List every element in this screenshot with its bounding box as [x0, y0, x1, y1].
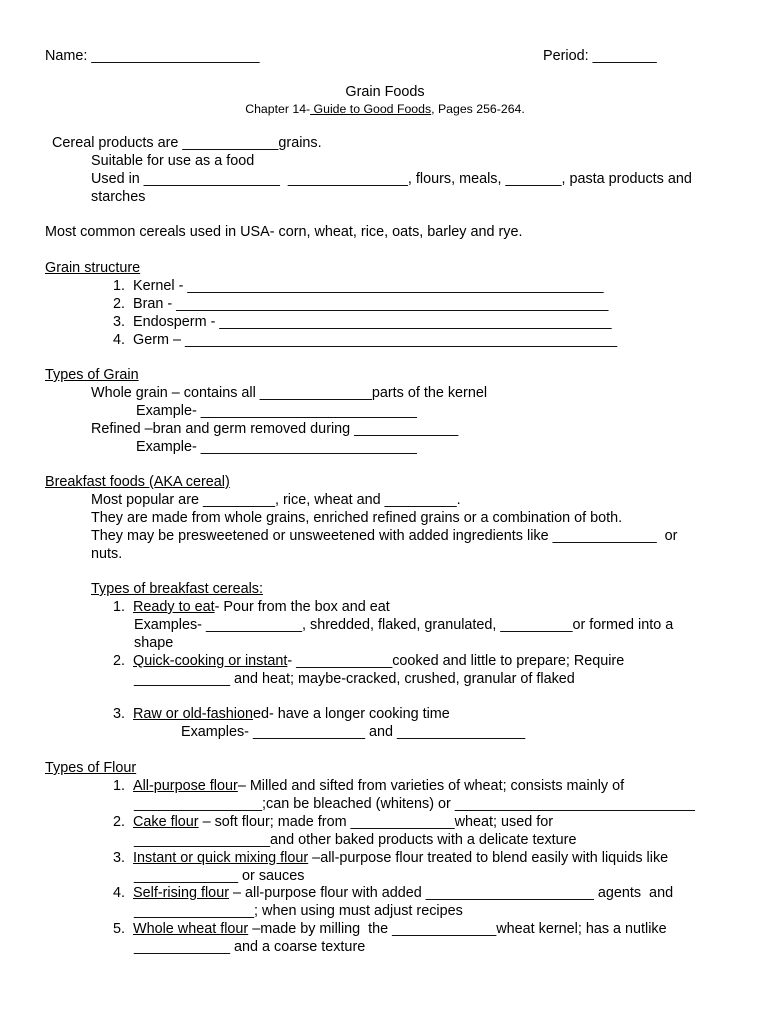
flour-type-item — [113, 920, 667, 938]
types-of-grain-heading: Types of Grain — [45, 367, 139, 383]
item-title: Cake flour — [133, 814, 199, 830]
grain-structure-heading: Grain structure — [45, 260, 141, 276]
breakfast-types-heading: Types of breakfast cereals: — [91, 581, 263, 597]
refined-grain-example-line: Example- ___________________________ — [136, 439, 417, 455]
grain-structure-item: 3. Endosperm - _________________________________________________ — [113, 314, 612, 330]
item-title: Quick-cooking or instant — [133, 653, 288, 669]
item-title: Whole wheat flour — [133, 921, 249, 937]
item-description: –all-purpose flour treated to blend easily with liquids like — [308, 850, 669, 866]
page-subtitle — [0, 100, 770, 118]
flour-type-item — [113, 813, 553, 831]
flour-type-item-continued: _______________; when using must adjust recipes — [134, 903, 463, 919]
breakfast-type-item-continued: ____________ and heat; maybe-cracked, crushed, granular of flaked — [134, 671, 575, 687]
refined-grain-line: Refined –bran and germ removed during _____________ — [91, 421, 459, 437]
subtitle-pages: , Pages 256-264. — [431, 102, 525, 116]
item-description: - Pour from the box and eat — [214, 599, 390, 615]
cereal-suitable-line: Suitable for use as a food — [91, 153, 255, 169]
types-of-flour-heading: Types of Flour — [45, 760, 137, 776]
grain-structure-item: 4. Germ – ______________________________________________________ — [113, 332, 618, 348]
list-number: 3. — [113, 706, 126, 722]
flour-type-item-continued: ________________;can be bleached (whitens) or ______________________________ — [134, 796, 695, 812]
subtitle-chapter: Chapter 14- — [245, 102, 311, 116]
subtitle-book-title: Guide to Good Foods — [310, 102, 432, 116]
whole-grain-example-line: Example- ___________________________ — [136, 403, 417, 419]
item-description: - ____________cooked and little to prepare; Require — [287, 653, 625, 669]
cereal-starches-line: starches — [91, 189, 146, 205]
cereal-products-line: Cereal products are ____________grains. — [52, 135, 322, 151]
item-description: – soft flour; made from _____________wheat; used for — [198, 814, 554, 830]
cereal-used-in-line: Used in _________________ _______________, flours, meals, _______, pasta products and — [91, 171, 692, 187]
breakfast-type-item — [113, 705, 450, 723]
item-description: ed- have a longer cooking time — [253, 706, 450, 722]
item-title: Self-rising flour — [133, 885, 229, 901]
flour-type-item-continued: _________________and other baked products with a delicate texture — [134, 832, 577, 848]
page-title: Grain Foods — [345, 84, 425, 100]
list-number: 2. — [113, 814, 126, 830]
name-field-label: Name: _____________________ — [45, 48, 260, 64]
list-number: 1. — [113, 778, 126, 794]
breakfast-made-from-line: They are made from whole grains, enriched refined grains or a combination of both. — [91, 510, 623, 526]
item-description: –made by milling the _____________wheat kernel; has a nutlike — [248, 921, 667, 937]
flour-type-item — [113, 884, 673, 902]
grain-structure-item: 1. Kernel - ____________________________________________________ — [113, 278, 604, 294]
item-title: Raw or old-fashion — [133, 706, 253, 722]
flour-type-item-continued: ____________ and a coarse texture — [134, 939, 366, 955]
flour-type-item — [113, 777, 624, 795]
breakfast-type-item-continued: Examples- ____________, shredded, flaked, granulated, _________or formed into a — [134, 617, 674, 633]
list-number: 4. — [113, 885, 126, 901]
common-cereals-line: Most common cereals used in USA- corn, wheat, rice, oats, barley and rye. — [45, 224, 523, 240]
whole-grain-line: Whole grain – contains all ______________parts of the kernel — [91, 385, 488, 401]
item-title: Ready to eat — [133, 599, 215, 615]
list-number: 3. — [113, 850, 126, 866]
list-number: 2. — [113, 653, 126, 669]
breakfast-type-item-continued: shape — [134, 635, 174, 651]
breakfast-nuts-line: nuts. — [91, 546, 123, 562]
item-title: Instant or quick mixing flour — [133, 850, 309, 866]
breakfast-sweetened-line: They may be presweetened or unsweetened with added ingredients like _____________ or — [91, 528, 678, 544]
breakfast-popular-line: Most popular are _________, rice, wheat and _________. — [91, 492, 461, 508]
breakfast-foods-heading: Breakfast foods (AKA cereal) — [45, 474, 230, 490]
flour-type-item — [113, 849, 668, 867]
item-description: – all-purpose flour with added _____________________ agents and — [229, 885, 674, 901]
grain-structure-item: 2. Bran - ______________________________________________________ — [113, 296, 609, 312]
flour-type-item-continued: _____________ or sauces — [134, 868, 305, 884]
breakfast-type-item — [113, 598, 390, 616]
breakfast-type-item-continued: Examples- ______________ and ________________ — [181, 724, 526, 740]
list-number: 1. — [113, 599, 126, 615]
breakfast-type-item — [113, 652, 624, 670]
period-field-label: Period: ________ — [543, 48, 657, 64]
list-number: 5. — [113, 921, 126, 937]
item-description: – Milled and sifted from varieties of wheat; consists mainly of — [237, 778, 625, 794]
item-title: All-purpose flour — [133, 778, 238, 794]
